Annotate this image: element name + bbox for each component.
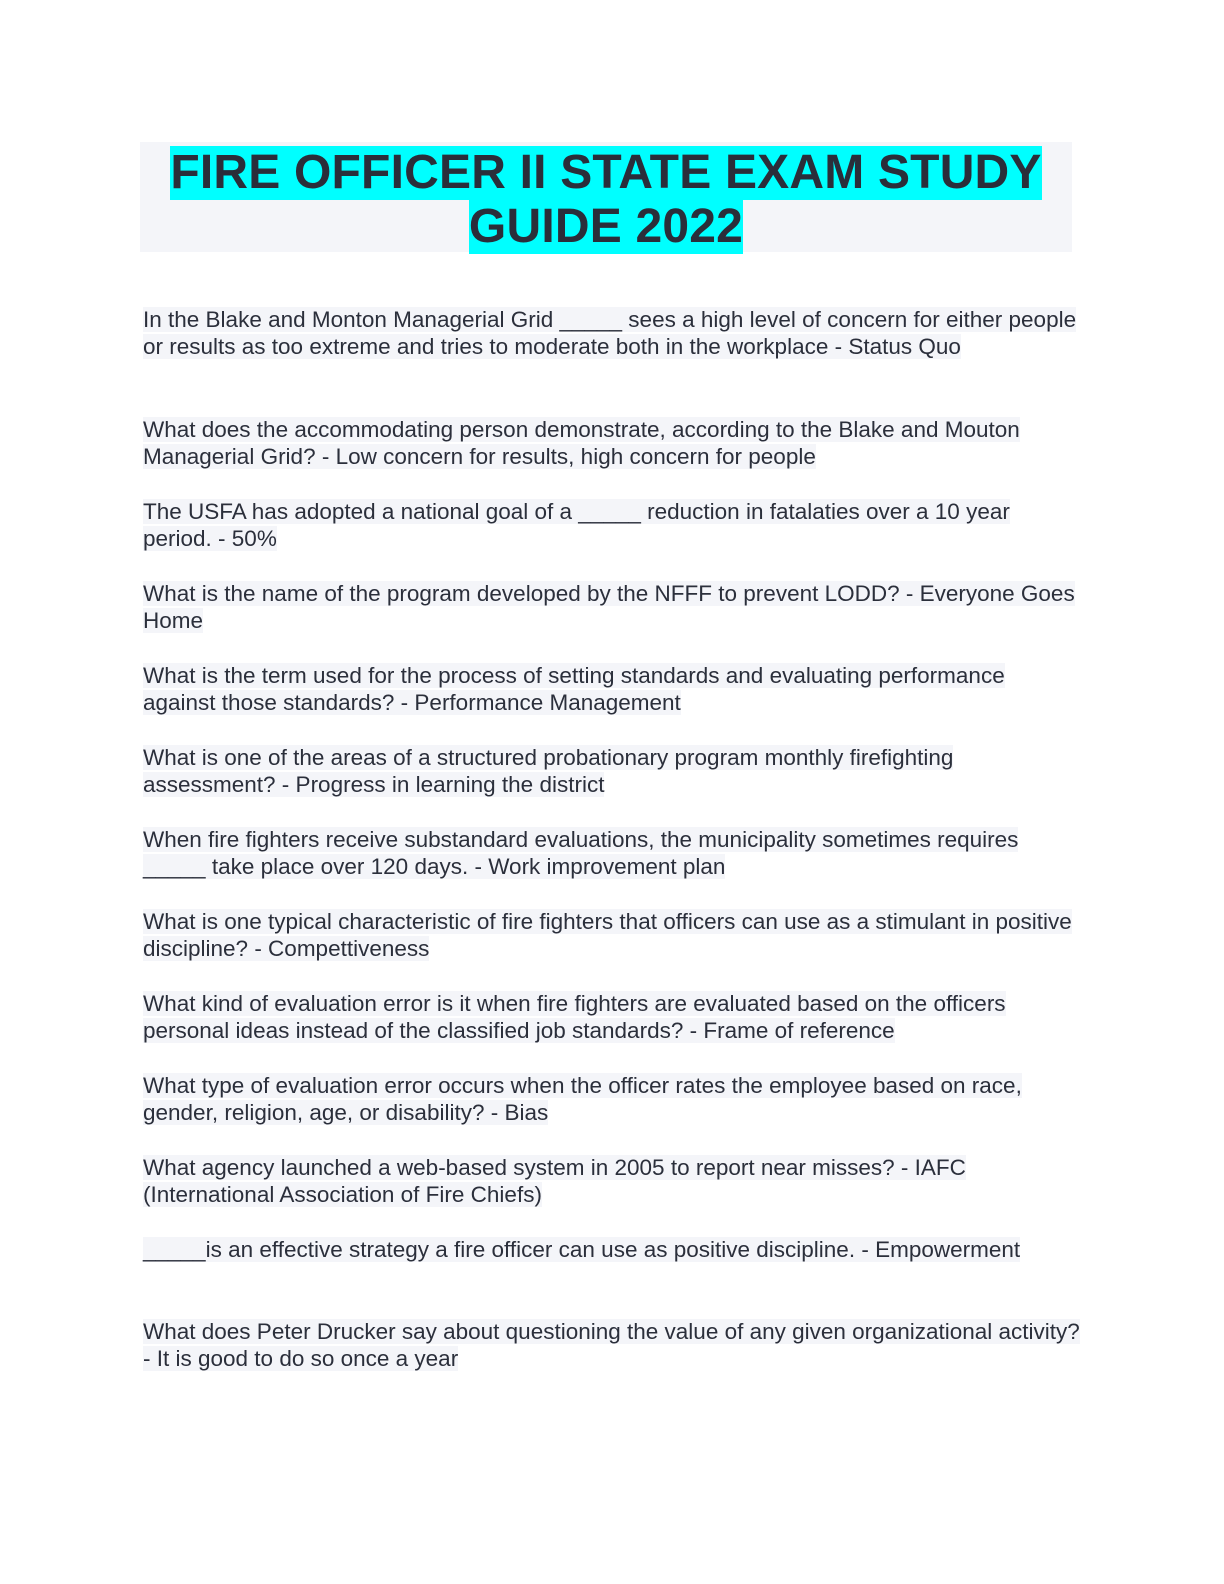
qa-item-text: What is one typical characteristic of fire fighters that officers can use as a stimulant in positive discipline? - Compettiveness bbox=[143, 909, 1072, 962]
qa-item bbox=[143, 1318, 1083, 1373]
page-title-line-1: FIRE OFFICER II STATE EXAM STUDY bbox=[170, 146, 1042, 199]
qa-item-text: What type of evaluation error occurs when the officer rates the employee based on race, gender, religion, age, or disability? - Bias bbox=[143, 1073, 1022, 1126]
qa-item bbox=[143, 990, 1083, 1045]
qa-item-text: When fire fighters receive substandard evaluations, the municipality sometimes requires _____ take place over 120 days. - Work improvement plan bbox=[143, 827, 1019, 880]
qa-item-text: What does Peter Drucker say about questioning the value of any given organizational activity? - It is good to do so once a year bbox=[143, 1319, 1080, 1372]
qa-item-text: The USFA has adopted a national goal of a _____ reduction in fatalaties over a 10 year period. - 50% bbox=[143, 499, 1010, 552]
qa-item-text: What is one of the areas of a structured probationary program monthly firefighting assessment? - Progress in learning the district bbox=[143, 745, 954, 798]
qa-item bbox=[143, 306, 1083, 361]
qa-item bbox=[143, 1072, 1083, 1127]
qa-item-text: In the Blake and Monton Managerial Grid _____ sees a high level of concern for either people or results as too extreme and tries to moderate both in the workplace - Status Quo bbox=[143, 307, 1077, 360]
page-title-line-2: GUIDE 2022 bbox=[468, 200, 744, 253]
qa-item-text: What does the accommodating person demonstrate, according to the Blake and Mouton Managerial Grid? - Low concern for results, high concern for people bbox=[143, 417, 1020, 470]
qa-item bbox=[143, 1154, 1083, 1209]
qa-item-text: What agency launched a web-based system in 2005 to report near misses? - IAFC (International Association of Fire Chiefs) bbox=[143, 1155, 966, 1208]
qa-item bbox=[143, 908, 1083, 963]
qa-item-text: _____is an effective strategy a fire officer can use as positive discipline. - Empowerment bbox=[143, 1237, 1021, 1262]
qa-item bbox=[143, 416, 1083, 471]
qa-item bbox=[143, 580, 1083, 635]
qa-item-text: What kind of evaluation error is it when fire fighters are evaluated based on the officers personal ideas instead of the classified job standards? - Frame of reference bbox=[143, 991, 1006, 1044]
qa-item bbox=[143, 1236, 1083, 1263]
qa-item-text: What is the name of the program developed by the NFFF to prevent LODD? - Everyone Goes Home bbox=[143, 581, 1075, 634]
title-block bbox=[140, 142, 1072, 252]
qa-item bbox=[143, 826, 1083, 881]
qa-item bbox=[143, 662, 1083, 717]
qa-item-text: What is the term used for the process of setting standards and evaluating performance against those standards? - Performance Management bbox=[143, 663, 1005, 716]
qa-item bbox=[143, 744, 1083, 799]
qa-item bbox=[143, 498, 1083, 553]
